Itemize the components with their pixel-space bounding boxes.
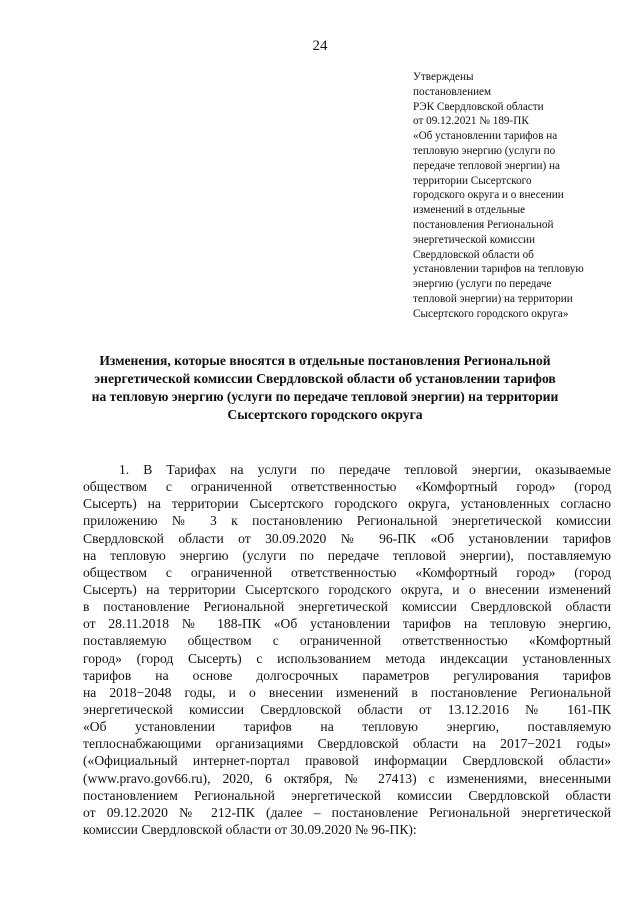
approval-line: постановления Региональной	[413, 218, 554, 231]
paragraph-line: «Об установлении тарифов на тепловую энергию, поставляемую	[83, 719, 611, 735]
paragraph-line: от 28.11.2018 № 188-ПК «Об установлении тарифов на тепловую энергию,	[83, 616, 611, 632]
approval-line: Свердловской области об	[413, 248, 534, 261]
body-paragraph	[83, 461, 611, 838]
page-number: 24	[312, 38, 328, 54]
paragraph-line: Сысерть) на территории Сысертского городского округа, установленных согласно	[83, 496, 611, 512]
paragraph-line: в постановление Региональной энергетической комиссии Свердловской области	[83, 599, 611, 615]
approval-line: изменений в отдельные	[413, 204, 526, 217]
paragraph-line: на тепловую энергию (услуги по передаче тепловой энергии), поставляемую	[83, 547, 611, 563]
paragraph-line: Сысерть) на территории Сысертского городского округа, и о внесении изменений	[83, 581, 611, 597]
paragraph-line: город» (город Сысерть) с использованием метода индексации установленных	[83, 650, 611, 666]
approval-line: энергетической комиссии	[413, 233, 535, 246]
paragraph-line: обществом с ограниченной ответственностью «Комфортный город» (город	[83, 479, 611, 495]
approval-line: территории Сысертского	[413, 174, 532, 187]
paragraph-line: постановлением Региональной энергетической комиссии Свердловской области	[83, 787, 611, 803]
document-title	[70, 352, 580, 424]
approval-line: Утверждены	[413, 71, 474, 83]
approval-block	[413, 70, 613, 322]
paragraph-line: энергетической комиссии Свердловской области от 13.12.2016 № 161-ПК	[83, 701, 611, 717]
paragraph-line: тарифов на основе долгосрочных параметров регулирования тарифов	[83, 667, 611, 683]
title-line: Сысертского городского округа	[227, 407, 423, 422]
approval-line: тепловую энергию (услуги по	[413, 144, 556, 157]
paragraph-line: («Официальный интернет-портал правовой информации Свердловской области»	[83, 753, 611, 769]
approval-line: от 09.12.2021 № 189-ПК	[413, 115, 529, 128]
paragraph-line: на 2018−2048 годы, и о внесении изменений в постановление Региональной	[83, 684, 611, 700]
paragraph-line: (www.pravo.gov66.ru), 2020, 6 октября, № 27413) с изменениями, внесенными	[83, 770, 611, 786]
paragraph-line: поставляемую обществом с ограниченной ответственностью «Комфортный	[83, 633, 611, 649]
approval-line: Сысертского городского округа»	[413, 307, 569, 320]
title-line: Изменения, которые вносятся в отдельные постановления Региональной	[99, 353, 551, 368]
paragraph-line: Свердловской области от 30.09.2020 № 96-ПК «Об установлении тарифов	[83, 530, 611, 546]
paragraph-line: приложению № 3 к постановлению Региональной энергетической комиссии	[83, 513, 611, 529]
paragraph-line: обществом с ограниченной ответственностью «Комфортный город» (город	[83, 564, 611, 580]
paragraph-line: 1. В Тарифах на услуги по передаче тепловой энергии, оказываемые	[119, 462, 611, 477]
paragraph-line: теплоснабжающими организациями Свердловской области на 2017−2021 годы»	[83, 736, 611, 752]
approval-line: РЭК Свердловской области	[413, 100, 544, 113]
approval-line: передаче тепловой энергии) на	[413, 159, 560, 172]
approval-line: постановлением	[413, 85, 492, 98]
title-line: энергетической комиссии Свердловской области об установлении тарифов	[94, 371, 556, 386]
paragraph-line: комиссии Свердловской области от 30.09.2020 № 96-ПК):	[83, 821, 417, 837]
approval-line: энергию (услуги по передаче	[413, 278, 552, 291]
approval-line: «Об установлении тарифов на	[413, 130, 558, 143]
approval-line: тепловой энергии) на территории	[413, 292, 573, 305]
title-line: на тепловую энергию (услуги по передаче тепловой энергии) на территории	[91, 389, 559, 404]
paragraph-line: от 09.12.2020 № 212-ПК (далее – постановление Региональной энергетической	[83, 804, 611, 820]
approval-line: установлении тарифов на тепловую	[413, 263, 584, 276]
approval-line: городского округа и о внесении	[413, 189, 564, 202]
